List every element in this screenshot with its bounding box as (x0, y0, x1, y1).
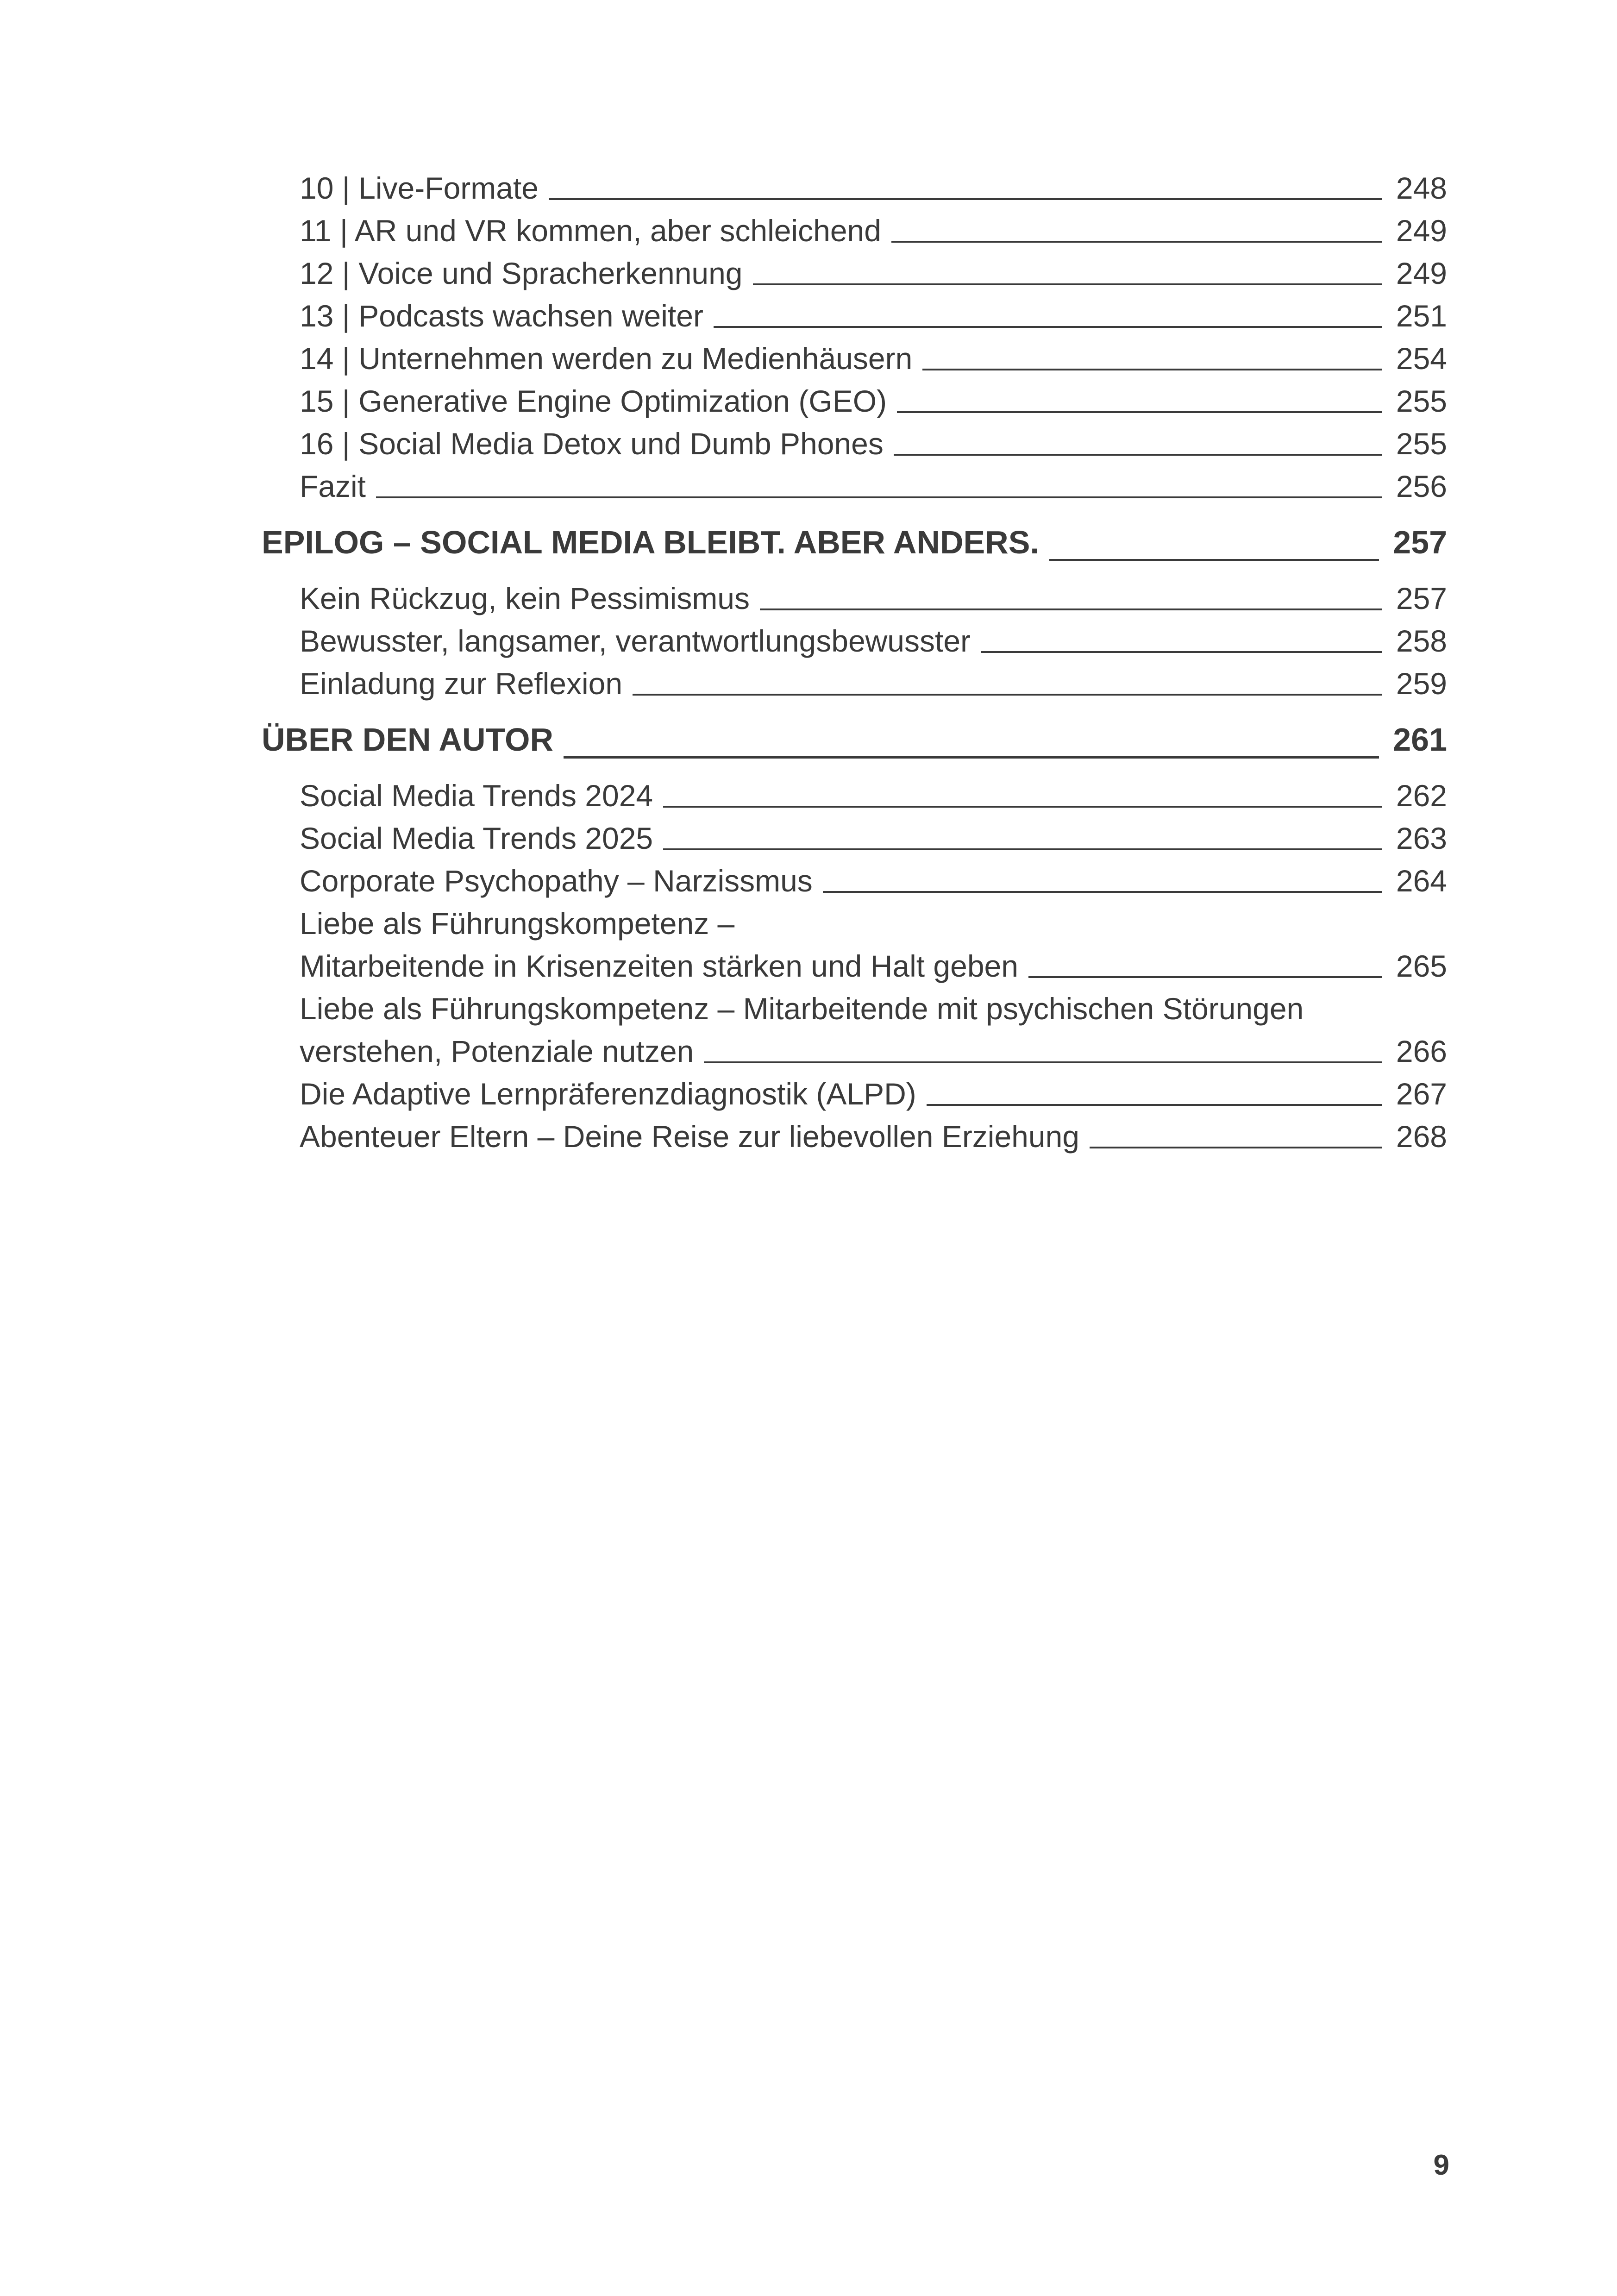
toc-entry-page: 255 (1396, 427, 1447, 461)
toc-entry-title: Kein Rückzug, kein Pessimismus (300, 581, 750, 615)
table-of-contents (262, 167, 1447, 1158)
leader-line (376, 496, 1382, 498)
toc-entry[interactable] (262, 620, 1447, 662)
leader-line (922, 369, 1382, 370)
toc-chapter-heading[interactable] (262, 705, 1447, 774)
toc-chapter-title: ÜBER DEN AUTOR (262, 721, 554, 758)
toc-entry-page: 251 (1396, 299, 1447, 333)
toc-entry-title: Social Media Trends 2024 (300, 778, 653, 813)
toc-entry-title: 16 | Social Media Detox und Dumb Phones (300, 427, 884, 461)
toc-entry[interactable] (262, 252, 1447, 295)
leader-line (1090, 1147, 1382, 1148)
toc-entry[interactable] (262, 209, 1447, 252)
toc-chapter-page: 257 (1393, 524, 1447, 560)
toc-entry-title: verstehen, Potenziale nutzen (300, 1034, 694, 1068)
toc-entry[interactable] (262, 1030, 1447, 1073)
toc-entry-title: 14 | Unternehmen werden zu Medienhäusern (300, 341, 913, 376)
leader-line (823, 891, 1382, 893)
toc-entry-page: 259 (1396, 666, 1447, 701)
toc-entry[interactable] (262, 295, 1447, 337)
toc-entry-page: 249 (1396, 213, 1447, 248)
toc-entry-title: Einladung zur Reflexion (300, 666, 623, 701)
toc-entry-title: Abenteuer Eltern – Deine Reise zur liebevollen Erziehung (300, 1119, 1079, 1154)
toc-entry-title: Die Adaptive Lernpräferenzdiagnostik (ALPD) (300, 1077, 916, 1111)
toc-entry-page: 266 (1396, 1034, 1447, 1068)
toc-entry-page: 268 (1396, 1119, 1447, 1154)
leader-line (663, 848, 1382, 850)
toc-entry[interactable] (262, 662, 1447, 705)
toc-entry[interactable] (262, 337, 1447, 380)
toc-entry-first-line[interactable]: Liebe als Führungskompetenz – (300, 906, 735, 941)
toc-entry-title: Bewusster, langsamer, verantwortlungsbewusster (300, 624, 971, 658)
toc-entry[interactable] (262, 167, 1447, 209)
toc-entry[interactable] (262, 380, 1447, 422)
leader-line (927, 1104, 1382, 1106)
toc-entry[interactable] (262, 859, 1447, 902)
leader-line (704, 1061, 1382, 1063)
toc-entry-page: 248 (1396, 171, 1447, 205)
toc-entry-title: Social Media Trends 2025 (300, 821, 653, 855)
leader-line (714, 326, 1382, 328)
toc-entry[interactable] (262, 1115, 1447, 1158)
toc-entry-page: 262 (1396, 778, 1447, 813)
leader-line (663, 806, 1382, 808)
leader-line (1028, 976, 1382, 978)
toc-entry-page: 256 (1396, 469, 1447, 503)
toc-entry[interactable] (262, 1073, 1447, 1115)
toc-entry-page: 254 (1396, 341, 1447, 376)
toc-entry-title: Mitarbeitende in Krisenzeiten stärken und Halt geben (300, 949, 1018, 983)
leader-line (897, 411, 1382, 413)
toc-entry[interactable] (262, 577, 1447, 620)
toc-chapter-heading[interactable] (262, 508, 1447, 577)
toc-chapter-title: EPILOG – SOCIAL MEDIA BLEIBT. ABER ANDERS. (262, 524, 1039, 560)
toc-entry[interactable] (262, 817, 1447, 859)
leader-line (981, 651, 1382, 653)
page-number: 9 (1433, 2149, 1449, 2181)
leader-line (1049, 559, 1379, 561)
toc-entry-page: 265 (1396, 949, 1447, 983)
toc-entry[interactable] (262, 945, 1447, 987)
leader-line (564, 756, 1379, 759)
leader-line (633, 694, 1382, 696)
toc-entry[interactable] (262, 422, 1447, 465)
toc-entry-title: 15 | Generative Engine Optimization (GEO) (300, 384, 887, 418)
toc-entry-title: 12 | Voice und Spracherkennung (300, 256, 743, 290)
toc-entry-page: 249 (1396, 256, 1447, 290)
toc-entry-title: Fazit (300, 469, 366, 503)
toc-entry-page: 257 (1396, 581, 1447, 615)
leader-line (760, 609, 1382, 610)
toc-entry-title: Corporate Psychopathy – Narzissmus (300, 864, 813, 898)
toc-entry[interactable] (262, 465, 1447, 508)
toc-entry-page: 264 (1396, 864, 1447, 898)
leader-line (549, 198, 1382, 200)
leader-line (753, 283, 1382, 285)
toc-entry-page: 258 (1396, 624, 1447, 658)
toc-entry-page: 263 (1396, 821, 1447, 855)
toc-entry-page: 255 (1396, 384, 1447, 418)
toc-entry-title: 10 | Live-Formate (300, 171, 539, 205)
toc-entry-page: 267 (1396, 1077, 1447, 1111)
toc-entry-first-line[interactable]: Liebe als Führungskompetenz – Mitarbeitende mit psychischen Störungen (300, 991, 1304, 1026)
toc-chapter-page: 261 (1393, 721, 1447, 758)
toc-entry[interactable] (262, 774, 1447, 817)
leader-line (891, 241, 1382, 243)
leader-line (894, 454, 1382, 456)
toc-entry-title: 13 | Podcasts wachsen weiter (300, 299, 703, 333)
toc-entry-title: 11 | AR und VR kommen, aber schleichend (300, 213, 881, 248)
